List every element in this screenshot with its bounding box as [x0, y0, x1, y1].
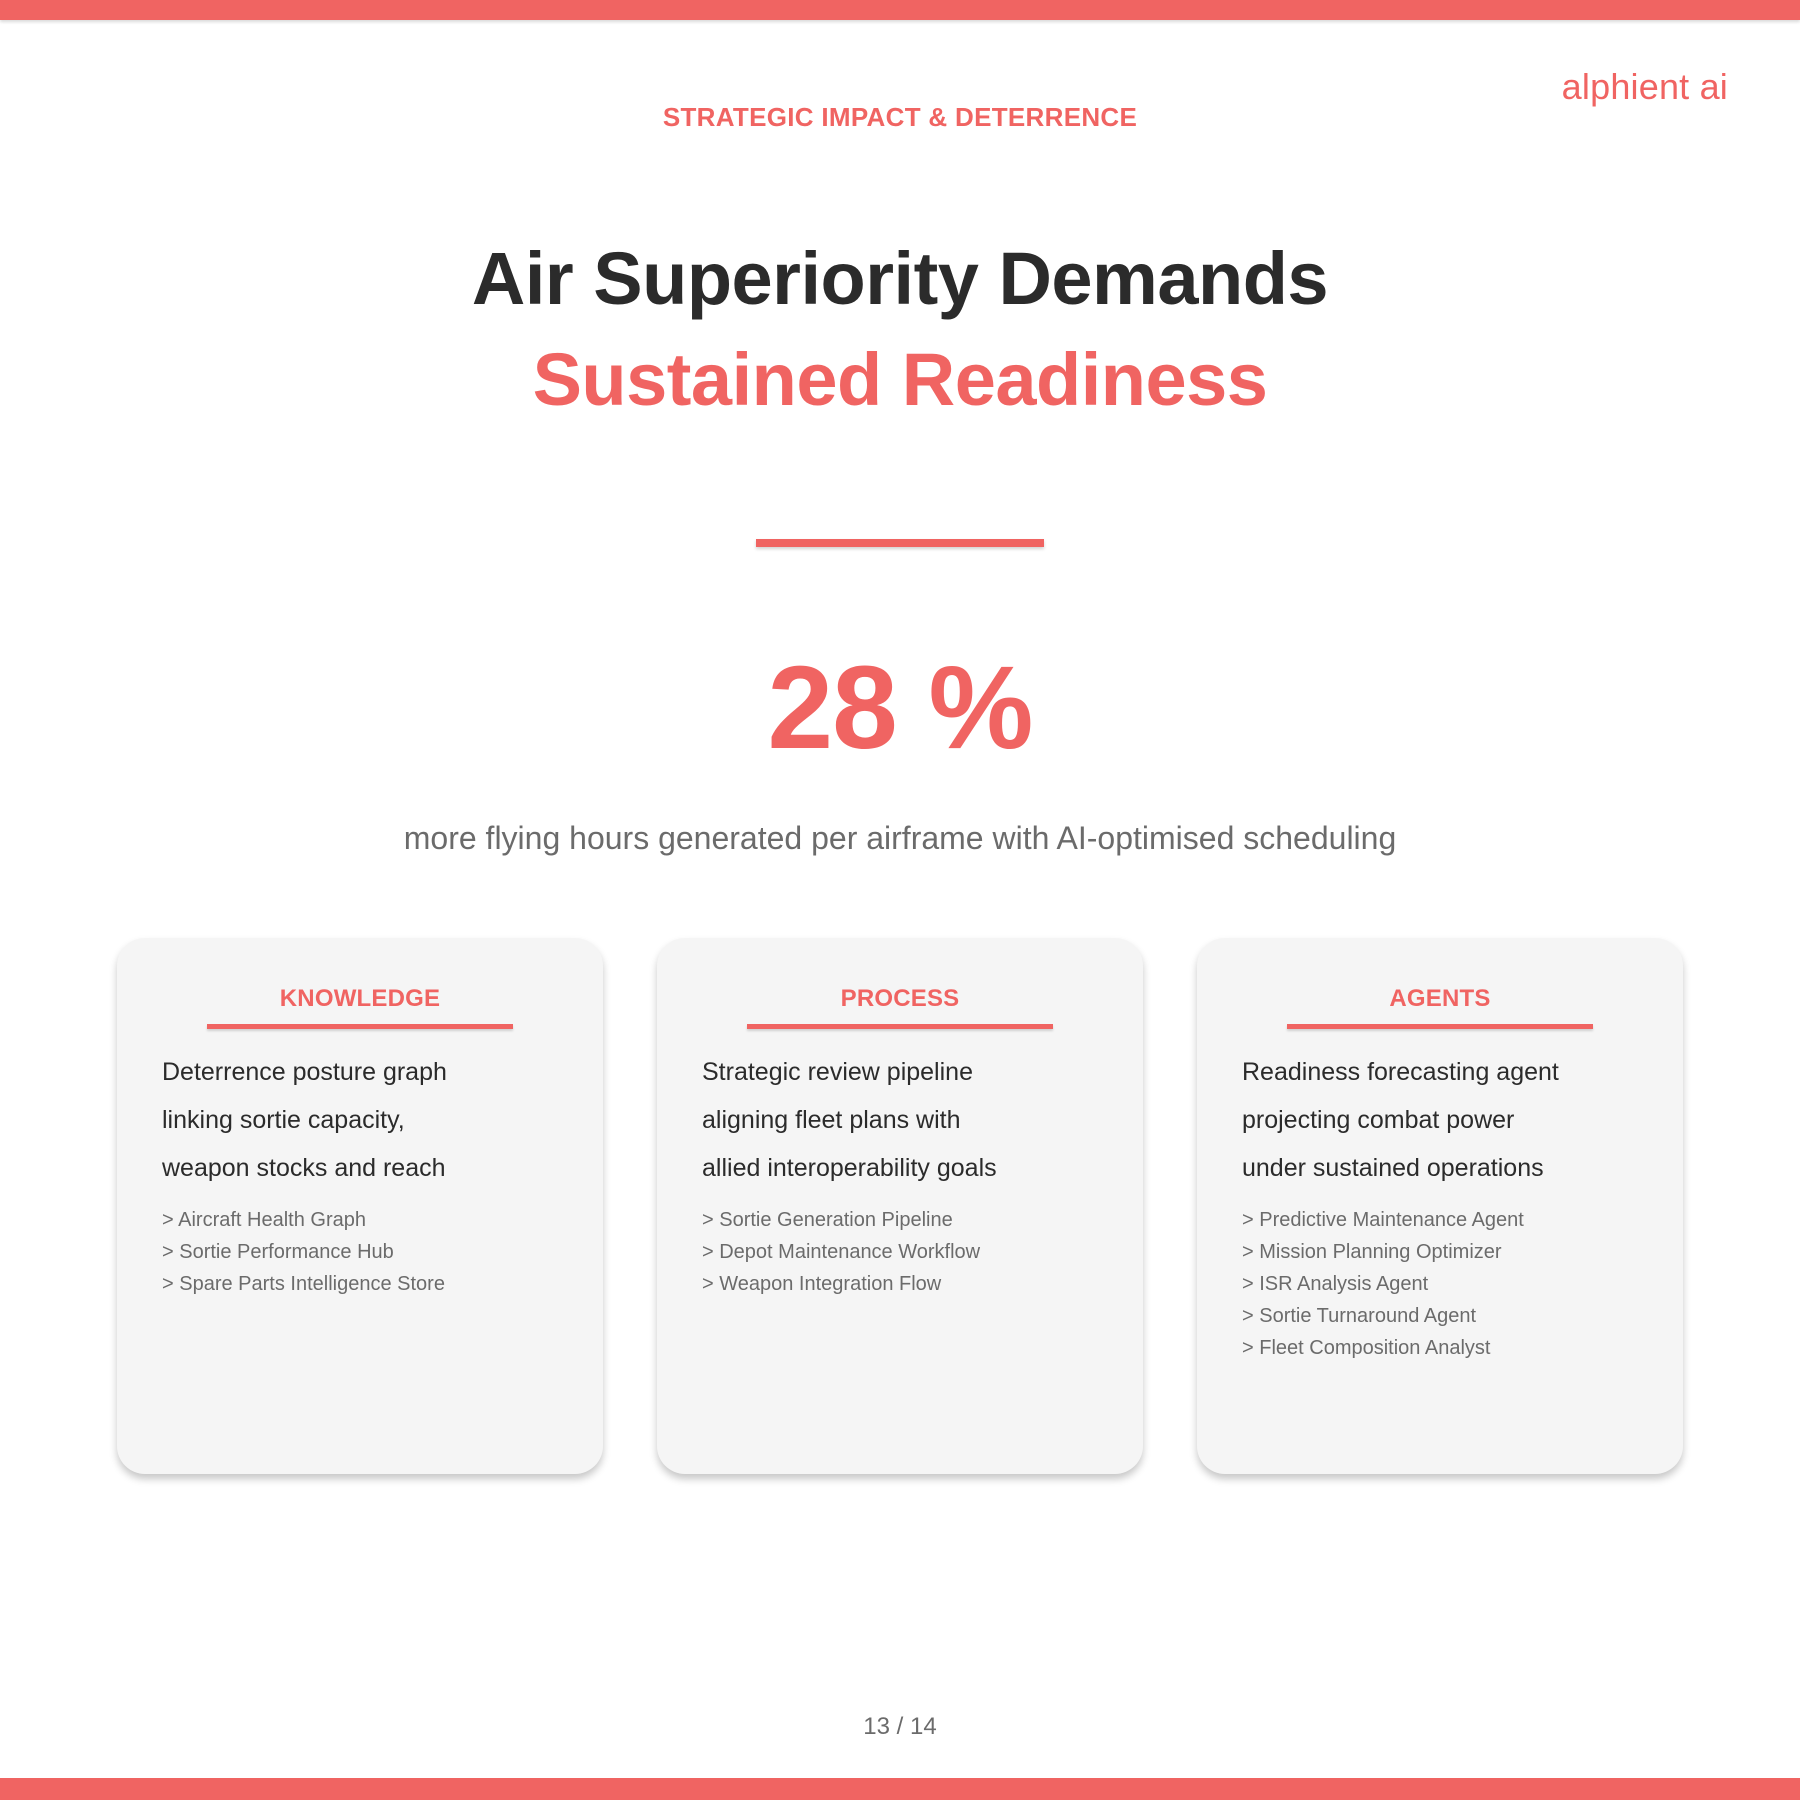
- list-item: > Weapon Integration Flow: [702, 1273, 942, 1295]
- card-description-line: aligning fleet plans with: [702, 1106, 961, 1134]
- card-agents: [1197, 938, 1683, 1474]
- card-description-line: linking sortie capacity,: [162, 1106, 405, 1134]
- bottom-accent-bar: [0, 1778, 1800, 1800]
- list-item: > ISR Analysis Agent: [1242, 1273, 1429, 1295]
- card-description-line: Strategic review pipeline: [702, 1058, 973, 1086]
- list-item: > Mission Planning Optimizer: [1242, 1241, 1502, 1263]
- card-item-list: [702, 1204, 1122, 1300]
- card-title-rule: [747, 1024, 1053, 1029]
- card-knowledge: [117, 938, 603, 1474]
- list-item: > Sortie Performance Hub: [162, 1241, 394, 1263]
- card-body: [162, 1048, 582, 1300]
- card-description-line: weapon stocks and reach: [162, 1154, 446, 1182]
- list-item: > Sortie Turnaround Agent: [1242, 1305, 1477, 1327]
- brand-logo-text: alphient ai: [1561, 66, 1728, 107]
- card-description-line: Deterrence posture graph: [162, 1058, 447, 1086]
- list-item: > Fleet Composition Analyst: [1242, 1337, 1491, 1359]
- page-number: 13 / 14: [863, 1713, 937, 1740]
- list-item: > Spare Parts Intelligence Store: [162, 1273, 445, 1295]
- slide-title-line-2: Sustained Readiness: [532, 338, 1268, 421]
- card-process: [657, 938, 1143, 1474]
- headline-stat: 28 %: [767, 642, 1033, 774]
- top-accent-bar: [0, 0, 1800, 20]
- list-item: > Predictive Maintenance Agent: [1242, 1209, 1524, 1231]
- card-title: PROCESS: [840, 985, 960, 1012]
- title-divider: [756, 539, 1044, 547]
- card-title-rule: [207, 1024, 513, 1029]
- list-item: > Aircraft Health Graph: [162, 1209, 366, 1231]
- section-kicker: STRATEGIC IMPACT & DETERRENCE: [662, 102, 1138, 132]
- card-body: [1242, 1048, 1662, 1364]
- card-item-list: [162, 1204, 582, 1300]
- card-description-line: Readiness forecasting agent: [1242, 1058, 1559, 1086]
- slide-title-line-1: Air Superiority Demands: [471, 237, 1329, 320]
- stat-caption: more flying hours generated per airframe with AI-optimised scheduling: [403, 820, 1397, 856]
- list-item: > Depot Maintenance Workflow: [702, 1241, 981, 1263]
- card-description-line: allied interoperability goals: [702, 1154, 997, 1182]
- card-title: AGENTS: [1389, 985, 1491, 1012]
- card-title-rule: [1287, 1024, 1593, 1029]
- list-item: > Sortie Generation Pipeline: [702, 1209, 953, 1231]
- card-item-list: [1242, 1204, 1662, 1364]
- card-body: [702, 1048, 1122, 1300]
- card-description-line: projecting combat power: [1242, 1106, 1515, 1134]
- card-description-line: under sustained operations: [1242, 1154, 1544, 1182]
- card-title: KNOWLEDGE: [279, 985, 441, 1012]
